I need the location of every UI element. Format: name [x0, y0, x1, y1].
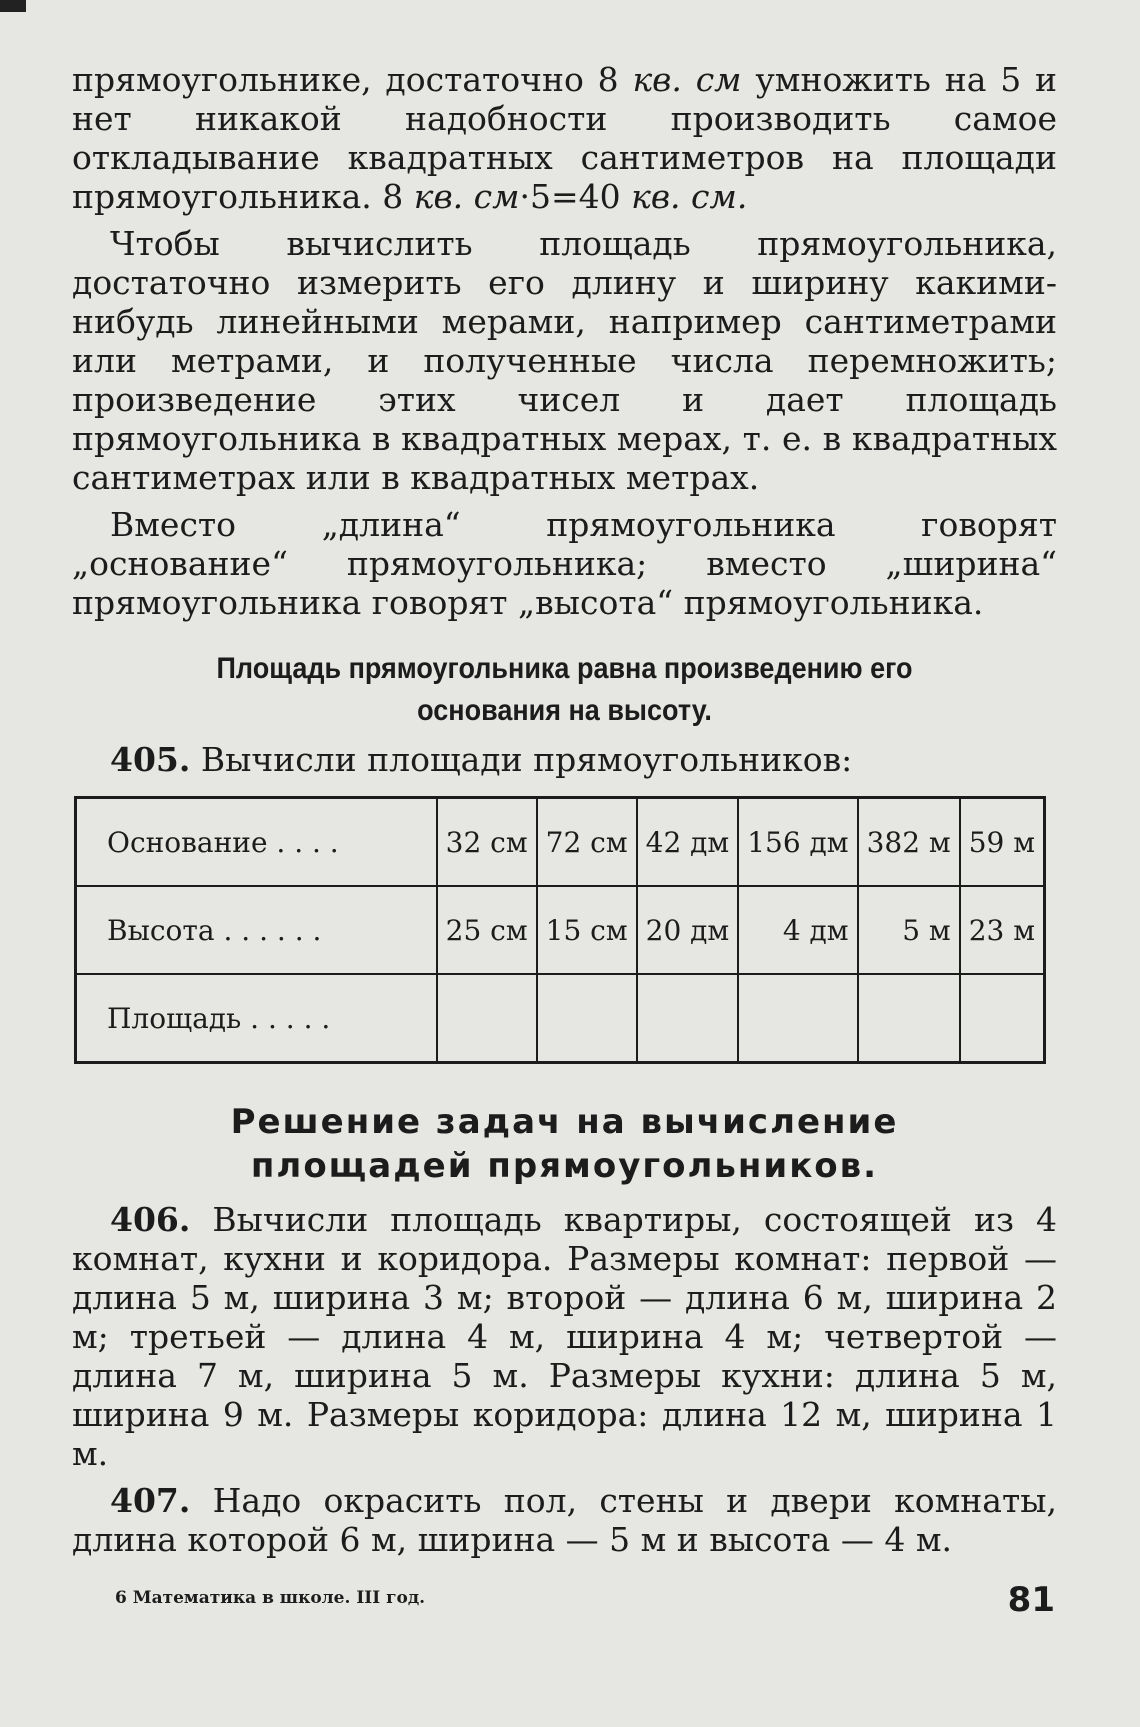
section-heading [72, 1100, 1057, 1188]
table-cell: 59 м [960, 798, 1045, 887]
exercise-405 [110, 740, 1057, 780]
table-cell-empty [437, 974, 537, 1063]
book-page [72, 60, 1057, 1567]
rectangles-table [74, 796, 1046, 1064]
row-label: Площадь . . . . . [76, 974, 437, 1063]
table-row-base [76, 798, 1045, 887]
table-cell: 72 см [537, 798, 637, 887]
rule-heading [121, 648, 1008, 732]
row-label: Основание . . . . [76, 798, 437, 887]
table-cell: 382 м [858, 798, 960, 887]
rule-heading-line-2: основания на высоту. [417, 694, 712, 727]
paragraph-1-text-c: ·5=40 [519, 177, 632, 216]
corner-mark [0, 0, 26, 12]
table-cell-empty [858, 974, 960, 1063]
table-cell-empty [637, 974, 739, 1063]
footer-signature: 6 Математика в школе. III год. [115, 1588, 426, 1608]
table-cell: 4 дм [738, 886, 857, 974]
rule-heading-line-1: Площадь прямоугольника равна произведению его [216, 652, 913, 685]
table-cell: 42 дм [637, 798, 739, 887]
section-heading-line-1: Решение задач на вычисление [230, 1102, 899, 1142]
problem-number: 406. [110, 1200, 191, 1239]
table-row-area [76, 974, 1045, 1063]
exercise-number: 405. [110, 740, 191, 779]
unit-sq-cm: кв. см [413, 177, 520, 216]
table-cell-empty [960, 974, 1045, 1063]
table-cell: 15 см [537, 886, 637, 974]
problem-number: 407. [110, 1481, 191, 1520]
table-cell: 23 м [960, 886, 1045, 974]
table-cell: 25 см [437, 886, 537, 974]
problem-406 [72, 1200, 1057, 1473]
paragraph-3: Вместо „длина“ прямоугольника говорят „основание“ прямоугольника; вместо „ширина“ прямоугольника говорят „высота“ прямоугольника. [72, 505, 1057, 622]
table-cell: 156 дм [738, 798, 857, 887]
paragraph-1-text-a: прямоугольнике, достаточно 8 [72, 60, 633, 99]
paragraph-2: Чтобы вычислить площадь прямоугольника, достаточно измерить его длину и ширину какими-нибудь линейными мерами, например сантиметрами или метрами, и полученные числа перемножить; произведение этих чисел и дает площадь прямоугольника в квадратных мерах, т. е. в квадратных сантиметрах или в квадратных метрах. [72, 224, 1057, 497]
problem-text: Вычисли площадь квартиры, состоящей из 4 комнат, кухни и коридора. Размеры комнат: первой — длина 5 м, ширина 3 м; второй — длина 6 м, ширина 2 м; третьей — длина 4 м, ширина 4 м; четвертой — длина 7 м, ширина 5 м. Размеры кухни: длина 5 м, ширина 9 м. Размеры коридора: длина 12 м, ширина 1 м. [72, 1200, 1057, 1473]
table-cell: 5 м [858, 886, 960, 974]
problem-407 [72, 1481, 1057, 1559]
table-cell: 32 см [437, 798, 537, 887]
exercise-text: Вычисли площади прямоугольников: [190, 740, 853, 779]
problem-text: Надо окрасить пол, стены и двери комнаты, длина которой 6 м, ширина — 5 м и высота — 4 м. [72, 1481, 1057, 1559]
unit-sq-cm: кв. см [632, 60, 742, 99]
table-cell-empty [537, 974, 637, 1063]
section-heading-line-2: площадей прямоугольников. [250, 1146, 879, 1186]
table-cell: 20 дм [637, 886, 739, 974]
table-row-height [76, 886, 1045, 974]
paragraph-1-text-b: умножить на 5 и нет никакой надобности производить самое откладывание квадратных сантиметров на площади прямоугольника. 8 [72, 60, 1057, 216]
page-number: 81 [1007, 1580, 1055, 1620]
paragraph-1 [72, 60, 1057, 216]
unit-sq-cm: кв. см. [631, 177, 748, 216]
page-footer [115, 1580, 1055, 1620]
row-label: Высота . . . . . . [76, 886, 437, 974]
table-cell-empty [738, 974, 857, 1063]
